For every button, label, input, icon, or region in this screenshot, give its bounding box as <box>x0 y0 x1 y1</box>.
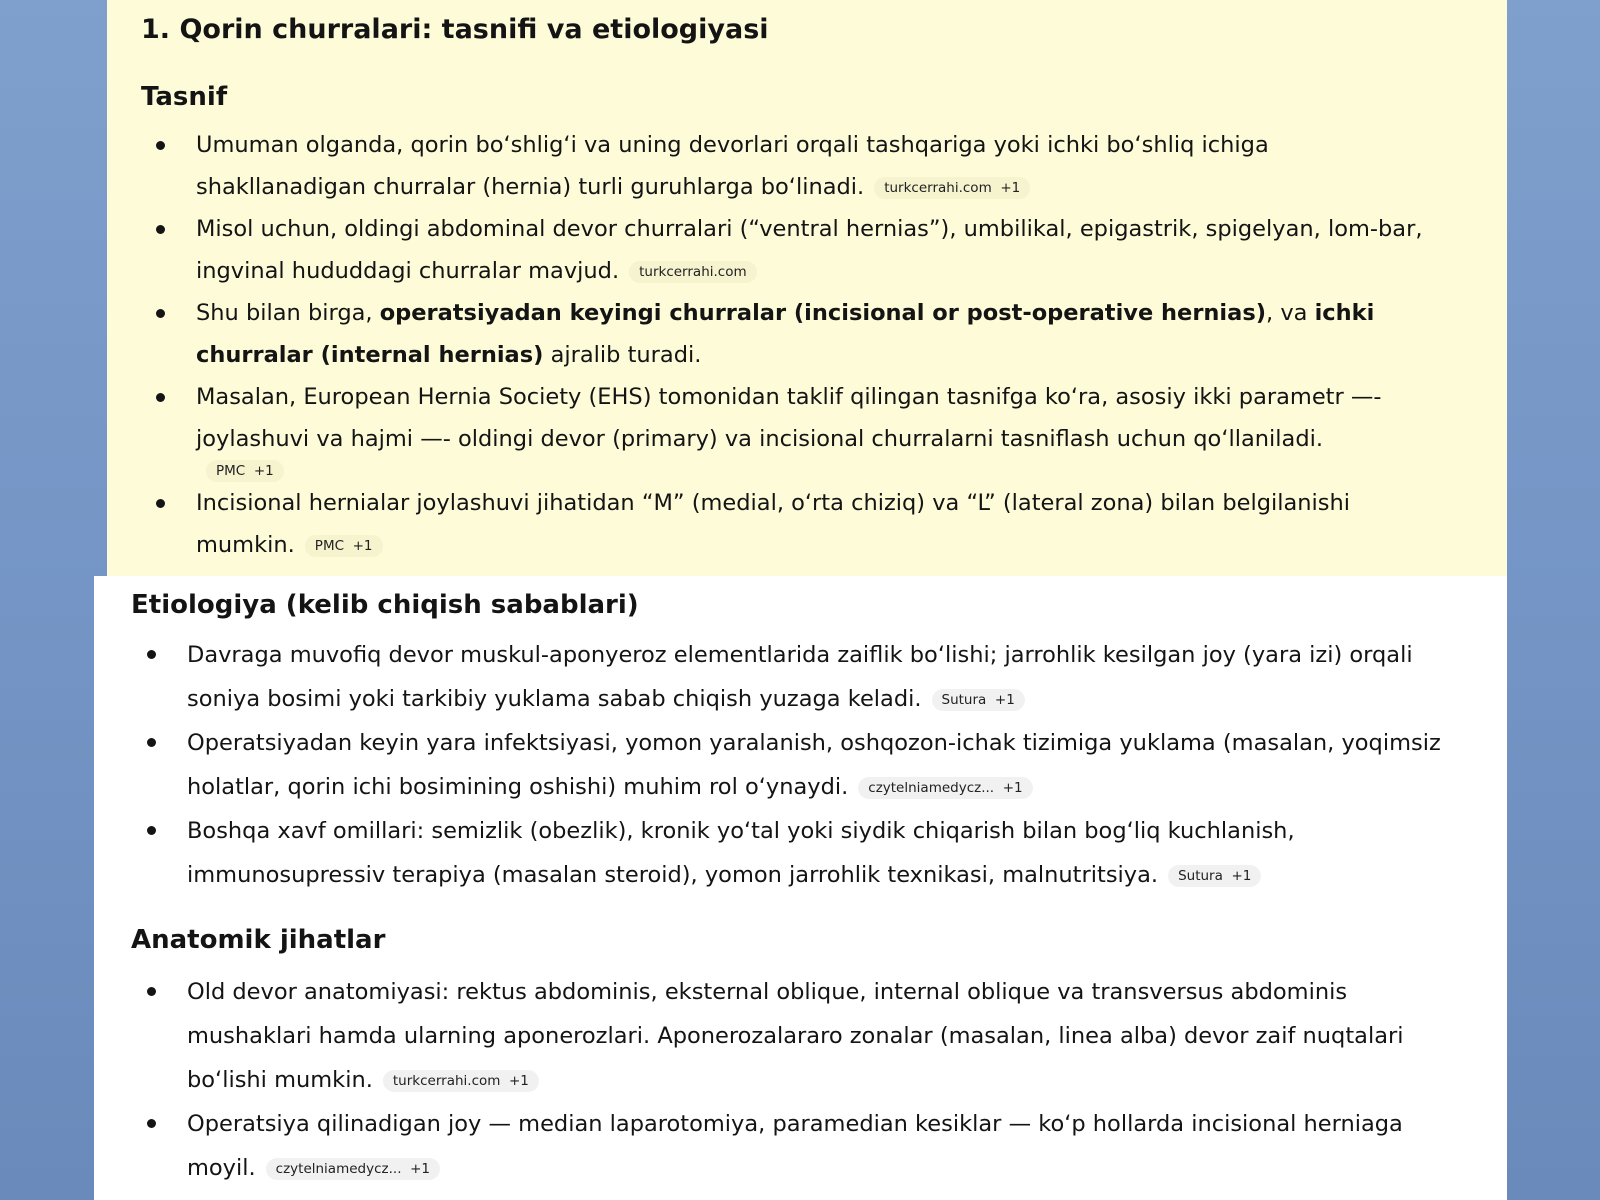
bullet-icon <box>147 738 156 747</box>
bullet-icon <box>156 225 165 234</box>
source-chip[interactable]: turkcerrahi.com +1 <box>383 1070 539 1092</box>
bullet-icon <box>147 826 156 835</box>
source-chip[interactable]: Sutura +1 <box>932 689 1025 711</box>
list-item: Operatsiya qilinadigan joy — median laparotomiya, paramedian kesiklar — ko‘p hollarda incisional herniaga moyil. czytelniamedycz... +1 <box>187 1102 1457 1190</box>
anatomik-list <box>187 970 1457 1190</box>
source-chip[interactable]: turkcerrahi.com +1 <box>874 177 1030 199</box>
source-chip[interactable]: PMC +1 <box>206 460 284 482</box>
section-heading-tasnif: Tasnif <box>141 82 228 112</box>
etiologiya-list <box>187 633 1457 897</box>
bullet-icon <box>147 987 156 996</box>
section-heading-anatomik: Anatomik jihatlar <box>131 925 386 955</box>
list-item: Incisional hernialar joylashuvi jihatidan “M” (medial, o‘rta chiziq) va “L” (lateral zona) bilan belgilanishi mumkin. PMC +1 <box>196 482 1436 566</box>
bullet-icon <box>156 309 165 318</box>
section-heading-etiologiya: Etiologiya (kelib chiqish sabablari) <box>131 590 639 620</box>
list-item: Boshqa xavf omillari: semizlik (obezlik), kronik yo‘tal yoki siydik chiqarish bilan bog‘liq kuchlanish, immunosupressiv terapiya (masalan steroid), yomon jarrohlik texnikasi, malnutritsiya. Sutura +1 <box>187 809 1457 897</box>
list-item: Umuman olganda, qorin bo‘shlig‘i va uning devorlari orqali tashqariga yoki ichki bo‘shliq ichiga shakllanadigan churralar (hernia) turli guruhlarga bo‘linadi. turkcerrahi.com +1 <box>196 124 1436 208</box>
bullet-icon <box>156 393 165 402</box>
source-chip[interactable]: czytelniamedycz... +1 <box>266 1158 440 1180</box>
bullet-icon <box>147 650 156 659</box>
list-item: Shu bilan birga, operatsiyadan keyingi churralar (incisional or post-operative hernias), va ichki churralar (internal hernias) ajralib turadi. <box>196 292 1436 376</box>
list-item: Operatsiyadan keyin yara infektsiyasi, yomon yaralanish, oshqozon-ichak tizimiga yuklama (masalan, yoqimsiz holatlar, qorin ichi bosimining oshishi) muhim rol o‘ynaydi. czytelniamedycz... +1 <box>187 721 1457 809</box>
source-chip[interactable]: Sutura +1 <box>1168 865 1261 887</box>
bullet-icon <box>147 1119 156 1128</box>
page-title: 1. Qorin churralari: tasnifi va etiologiyasi <box>141 14 769 45</box>
bullet-icon <box>156 499 165 508</box>
list-item: Davraga muvofiq devor muskul-aponyeroz elementlarida zaiflik bo‘lishi; jarrohlik kesilgan joy (yara izi) orqali soniya bosimi yoki tarkibiy yuklama sabab chiqish yuzaga keladi. Sutura +1 <box>187 633 1457 721</box>
source-chip[interactable]: PMC +1 <box>305 535 383 557</box>
list-item: Masalan, European Hernia Society (EHS) tomonidan taklif qilingan tasnifga ko‘ra, asosiy ikki parametr —- joylashuvi va hajmi —- oldingi devor (primary) va incisional churralarni tasniflash uchun qo‘llaniladi. PMC +1 <box>196 376 1436 482</box>
list-item: Old devor anatomiyasi: rektus abdominis, eksternal oblique, internal oblique va transversus abdominis mushaklari hamda ularning aponerozlari. Aponerozalararo zonalar (masalan, linea alba) devor zaif nuqtalari bo‘lishi mumkin. turkcerrahi.com +1 <box>187 970 1457 1102</box>
bullet-icon <box>156 141 165 150</box>
source-chip[interactable]: czytelniamedycz... +1 <box>858 777 1032 799</box>
list-item: Misol uchun, oldingi abdominal devor churralari (“ventral hernias”), umbilikal, epigastrik, spigelyan, lom-bar, ingvinal hududdagi churralar mavjud. turkcerrahi.com <box>196 208 1436 292</box>
tasnif-list <box>196 124 1436 566</box>
source-chip[interactable]: turkcerrahi.com <box>629 261 757 283</box>
